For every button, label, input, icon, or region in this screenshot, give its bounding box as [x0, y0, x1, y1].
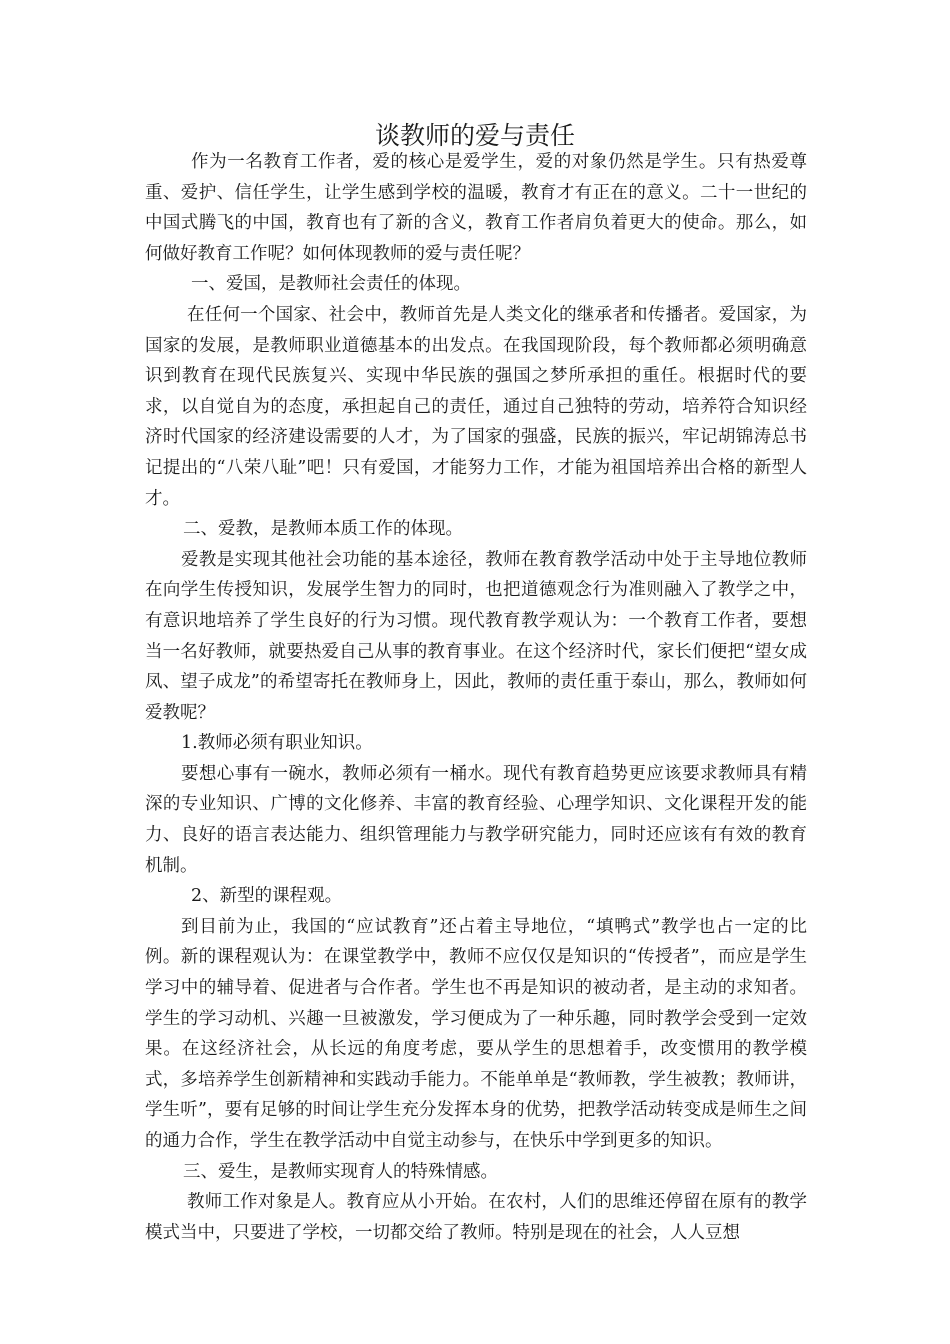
paragraph-intro: 作为一名教育工作者，爱的核心是爱学生，爱的对象仍然是学生。只有热爱尊重、爱护、信任学生，让学生感到学校的温暖，教育才有正在的意义。二十一世纪的中国式腾飞的中国，教育也有了新的含义，教育工作者肩负着更大的使命。那么，如何做好教育工作呢？如何体现教师的爱与责任呢？: [145, 152, 807, 264]
paragraph-section-2: 爱教是实现其他社会功能的基本途径，教师在教育教学活动中处于主导地位教师在向学生传授知识，发展学生智力的同时，也把道德观念行为准则融入了教学之中，有意识地培养了学生良好的行为习惯。现代教育教学观认为：一个教育工作者，要想当一名好教师，就要热爱自己从事的教育事业。在这个经济时代，家长们便把“望女成凤、望子成龙”的希望寄托在教师身上，因此，教师的责任重于泰山，那么，教师如何爱教呢？: [145, 549, 807, 723]
document-title: 谈教师的爱与责任: [374, 121, 575, 150]
subheading-2-1: 1.教师必须有职业知识。: [181, 733, 373, 754]
document-body: [145, 147, 807, 1248]
paragraph-subsection-2-2: 到目前为止，我国的“应试教育”还占着主导地位，“填鸭式”教学也占一定的比例。新的课程观认为：在课堂教学中，教师不应仅仅是知识的“传授者”，而应是学生学习中的辅导着、促进者与合作者。学生也不再是知识的被动者，是主动的求知者。学生的学习动机、兴趣一旦被激发，学习便成为了一种乐趣，同时教学会受到一定效果。在这经济社会，从长远的角度考虑，要从学生的思想着手，改变惯用的教学模式，多培养学生创新精神和实践动手能力。不能单单是“教师教，学生被教；教师讲，学生听”，要有足够的时间让学生充分发挥本身的优势，把教学活动转变成是师生之间的通力合作，学生在教学活动中自觉主动参与，在快乐中学到更多的知识。: [145, 916, 807, 1151]
paragraph-subsection-2-1: 要想心事有一碗水，教师必须有一桶水。现代有教育趋势更应该要求教师具有精深的专业知识、广博的文化修养、丰富的教育经验、心理学知识、文化课程开发的能力、良好的语言表达能力、组织管理能力与教学研究能力，同时还应该有有效的教育机制。: [145, 763, 807, 876]
section-heading-2: 二、爱教，是教师本质工作的体现。: [183, 519, 463, 540]
section-heading-1: 一、爱国，是教师社会责任的体现。: [191, 274, 471, 295]
subheading-2-2: 2、新型的课程观。: [191, 886, 343, 907]
section-heading-3: 三、爱生，是教师实现育人的特殊情感。: [183, 1161, 498, 1182]
paragraph-section-1: 在任何一个国家、社会中，教师首先是人类文化的继承者和传播者。爱国家，为国家的发展，是教师职业道德基本的出发点。在我国现阶段，每个教师都必须明确意识到教育在现代民族复兴、实现中华民族的强国之梦所承担的重任。根据时代的要求，以自觉自为的态度，承担起自己的责任，通过自己独特的劳动，培养符合知识经济时代国家的经济建设需要的人才，为了国家的强盛，民族的振兴，牢记胡锦涛总书记提出的“八荣八耻”吧！只有爱国，才能努力工作，才能为祖国培养出合格的新型人才。: [145, 304, 807, 509]
paragraph-section-3: 教师工作对象是人。教育应从小开始。在农村，人们的思维还停留在原有的教学模式当中，只要进了学校，一切都交给了教师。特别是现在的社会，人人豆想: [145, 1192, 807, 1243]
